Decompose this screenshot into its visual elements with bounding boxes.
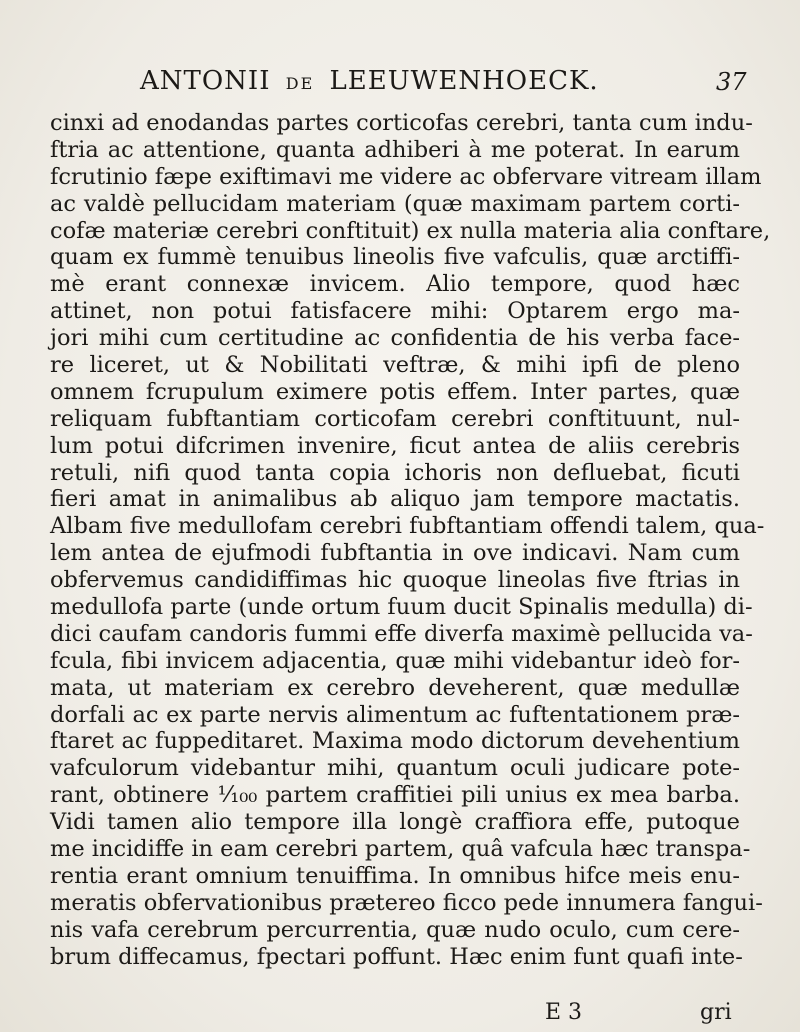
text-line: obfervemus candidiffimas hic quoque lineolas five ftrias in bbox=[50, 567, 740, 594]
text-line: nis vafa cerebrum percurrentia, quæ nudo oculo, cum cere- bbox=[50, 916, 740, 943]
text-line: lum potui difcrimen invenire, ficut antea de aliis cerebris bbox=[50, 432, 740, 459]
text-line: ftria ac attentione, quanta adhiberi à me poterat. In earum bbox=[50, 136, 740, 163]
text-line: mè erant connexæ invicem. Alio tempore, quod hæc bbox=[50, 271, 740, 298]
text-line: ac valdè pellucidam materiam (quæ maximam partem corti- bbox=[50, 190, 740, 217]
catchword: gri bbox=[700, 1000, 732, 1025]
text-line: dici caufam candoris fummi effe diverfa maximè pellucida va- bbox=[50, 620, 753, 647]
page-number: 37 bbox=[716, 68, 747, 96]
text-line: jori mihi cum certitudine ac confidentia de his verba face- bbox=[50, 325, 740, 352]
text-line: cinxi ad enodandas partes corticofas cerebri, tanta cum indu- bbox=[50, 110, 753, 136]
text-line: Albam five medullofam cerebri fubftantiam offendi talem, qua- bbox=[50, 513, 765, 540]
text-line: retuli, nifi quod tanta copia ichoris non defluebat, ficuti bbox=[50, 459, 740, 486]
text-line: brum diffecamus, fpectari poffunt. Hæc enim funt quafi inte- bbox=[50, 943, 743, 970]
text-line: vafculorum videbantur mihi, quantum oculi judicare pote- bbox=[50, 755, 740, 782]
text-line: lem antea de ejufmodi fubftantia in ove indicavi. Nam cum bbox=[50, 540, 740, 567]
header-surname: LEEUWENHOECK. bbox=[329, 66, 599, 96]
text-line: rentia erant omnium tenuiffima. In omnibus hifce meis enu- bbox=[50, 862, 740, 889]
text-line: re liceret, ut & Nobilitati veftræ, & mihi ipfi de pleno bbox=[50, 352, 740, 379]
text-line: ftaret ac fuppeditaret. Maxima modo dictorum devehentium bbox=[50, 728, 740, 755]
text-line: quam ex fummè tenuibus lineolis five vafculis, quæ arctiffi- bbox=[50, 244, 740, 271]
text-line: dorfali ac ex parte nervis alimentum ac fuftentationem præ- bbox=[50, 701, 740, 728]
header-de: DE bbox=[285, 74, 315, 93]
text-line: reliquam fubftantiam corticofam cerebri conftituunt, nul- bbox=[50, 405, 740, 432]
text-line: omnem fcrupulum eximere potis effem. Inter partes, quæ bbox=[50, 378, 740, 405]
running-header bbox=[140, 66, 640, 96]
text-line: me incidiffe in eam cerebri partem, quâ vafcula hæc transpa- bbox=[50, 836, 751, 863]
text-line: cofæ materiæ cerebri conftituit) ex nulla materia alia conftare, bbox=[50, 217, 771, 244]
text-line: fcula, fibi invicem adjacentia, quæ mihi videbantur ideò for- bbox=[50, 647, 740, 674]
text-line: mata, ut materiam ex cerebro deveherent, quæ medullæ bbox=[50, 674, 740, 701]
text-line: meratis obfervationibus prætereo ficco pede innumera fangui- bbox=[50, 889, 763, 916]
text-line: attinet, non potui fatisfacere mihi: Optarem ergo ma- bbox=[50, 298, 740, 325]
body-text bbox=[50, 110, 771, 971]
signature-mark: E 3 bbox=[545, 1000, 583, 1025]
text-line: Vidi tamen alio tempore illa longè craffiora effe, putoque bbox=[50, 809, 740, 836]
text-line: medullofa parte (unde ortum fuum ducit Spinalis medulla) di- bbox=[50, 594, 753, 621]
text-line: fcrutinio fæpe exiftimavi me videre ac obfervare vitream illam bbox=[50, 163, 762, 190]
header-author: ANTONII bbox=[140, 66, 271, 96]
text-line: rant, obtinere ¹⁄₁₀₀ partem craffitiei pili unius ex mea barba. bbox=[50, 782, 740, 809]
text-line: fieri amat in animalibus ab aliquo jam tempore mactatis. bbox=[50, 486, 740, 513]
